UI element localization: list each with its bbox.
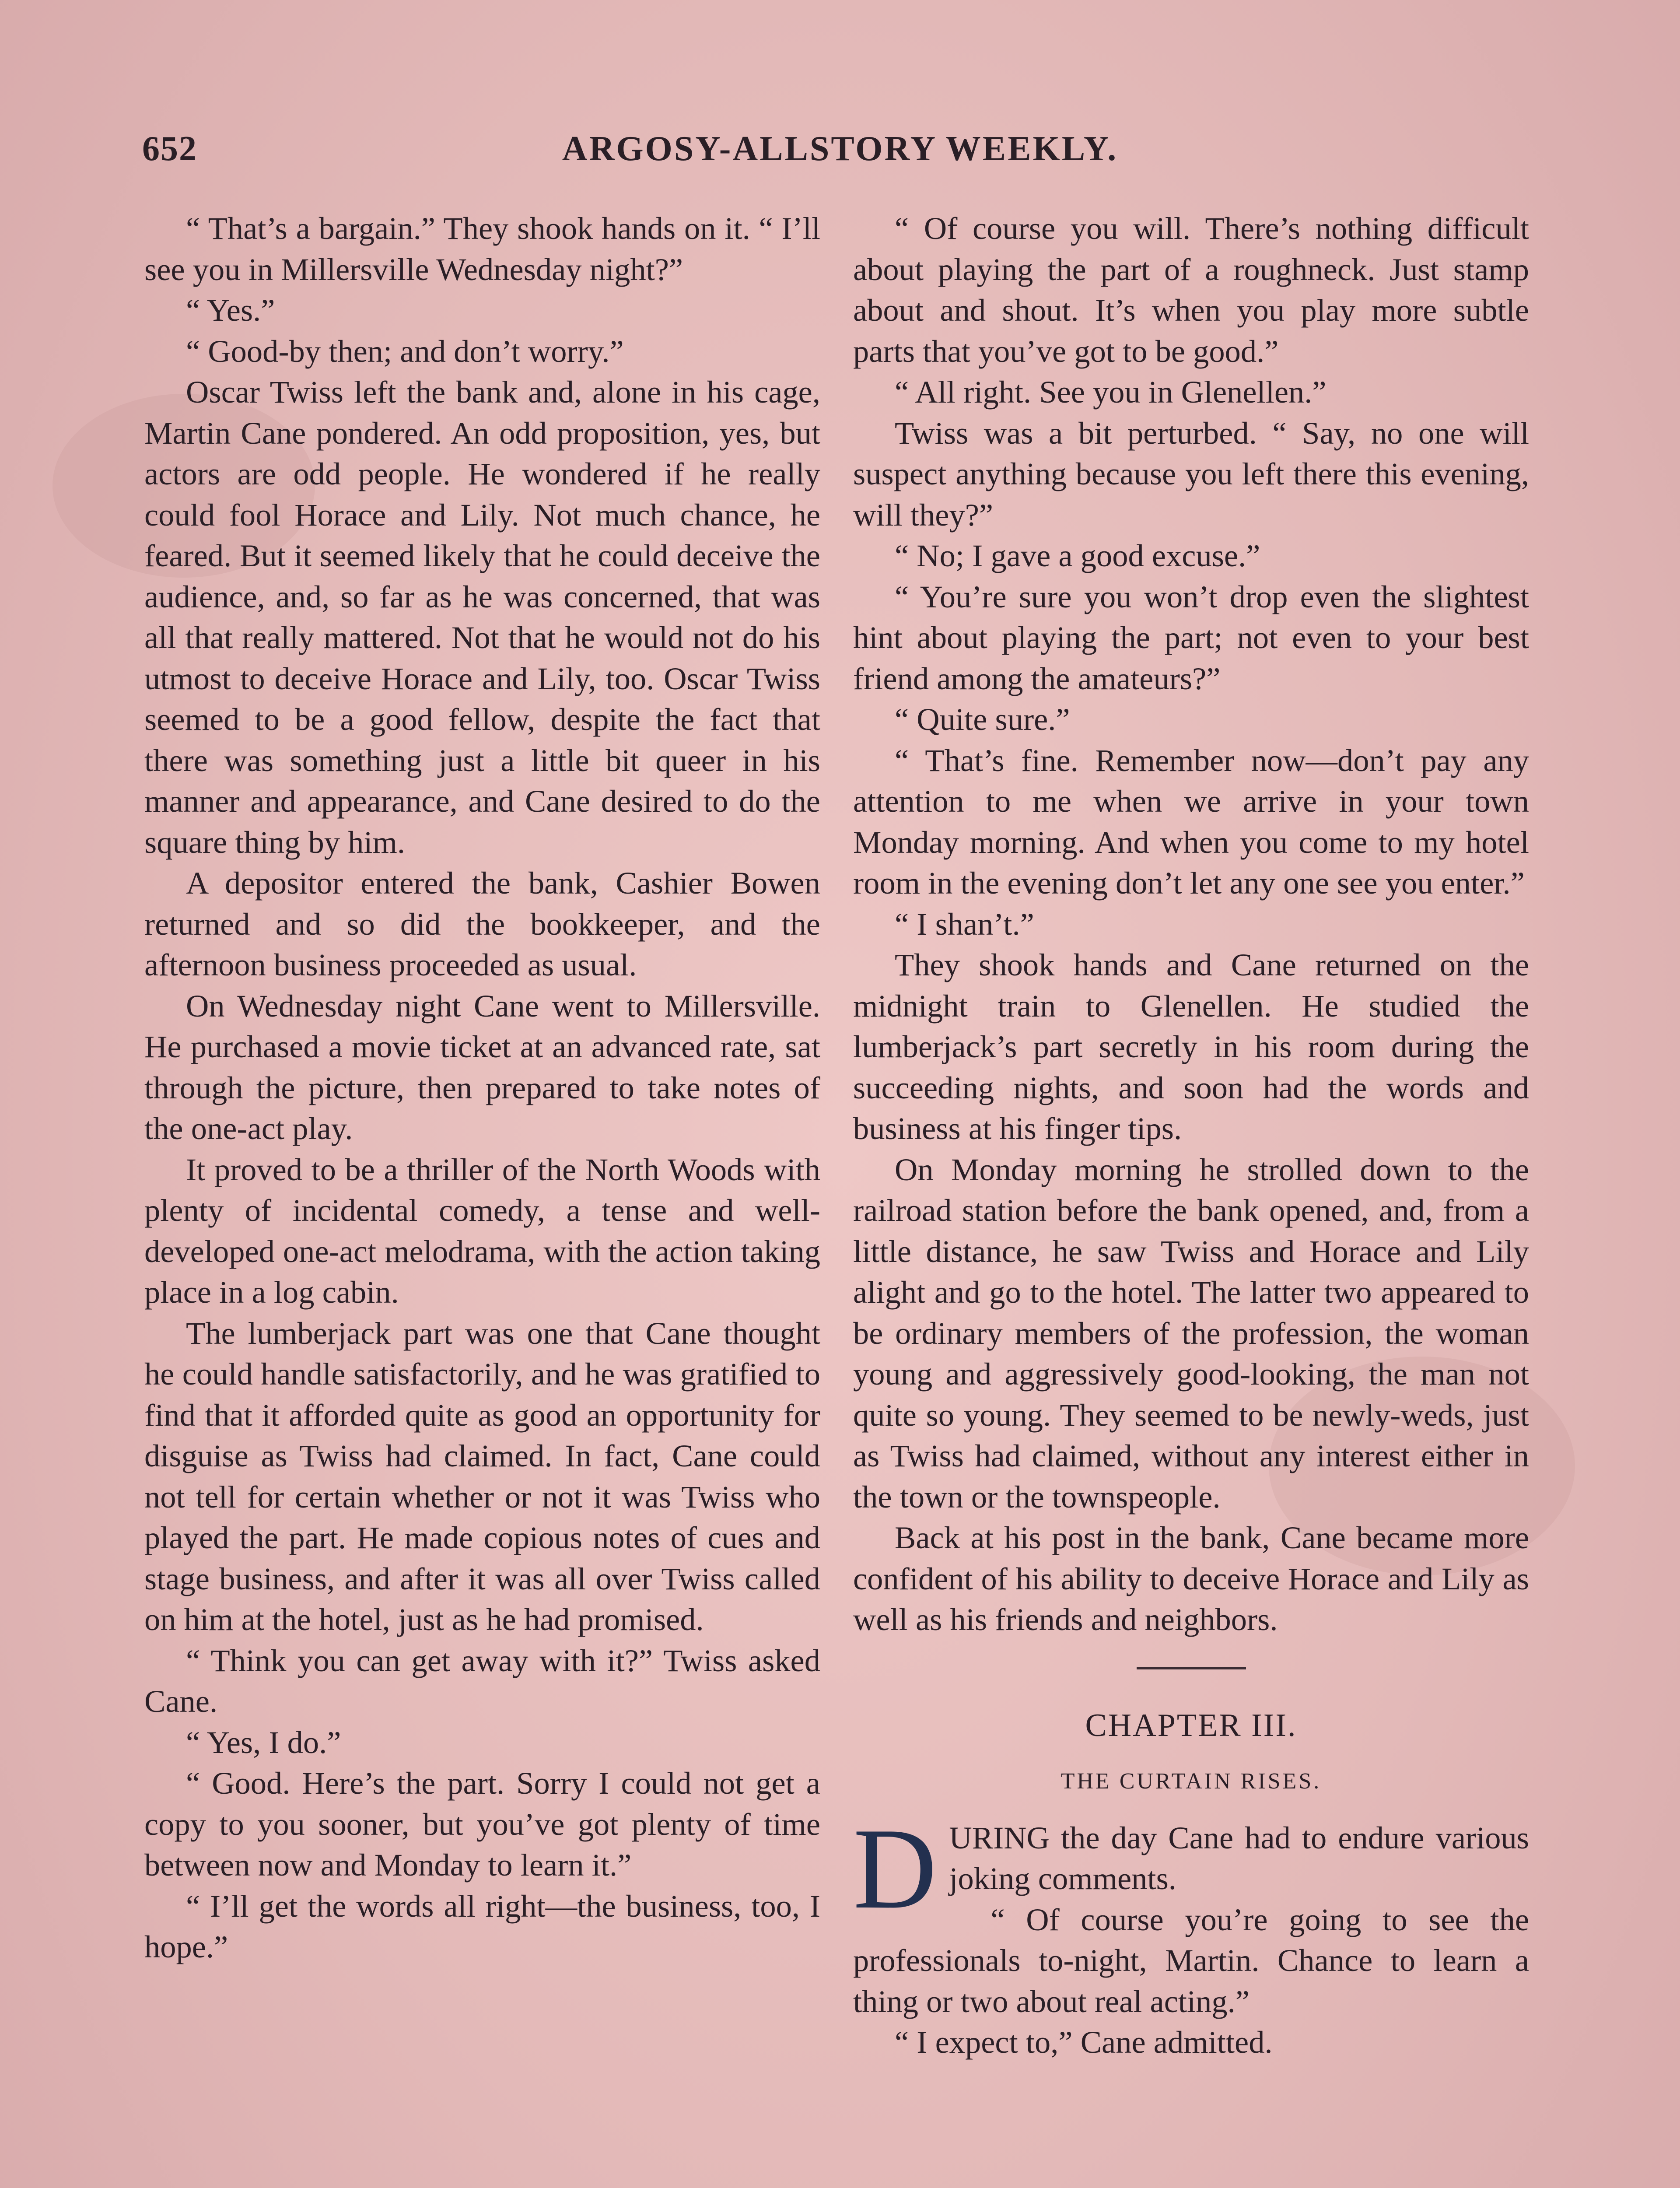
- paragraph: Back at his post in the bank, Cane became more confident of his ability to deceive Horace and Lily as well as his friends and neighbors.: [853, 1520, 1529, 1637]
- paragraph: They shook hands and Cane returned on the midnight train to Glenellen. He studied the lumberjack’s part secretly in his room during the succeeding nights, and soon had the words and business at his finger tips.: [853, 947, 1529, 1146]
- chapter-subtitle: THE CURTAIN RISES.: [1060, 1768, 1322, 1794]
- section-divider: [1137, 1667, 1246, 1669]
- left-column: [144, 208, 820, 1967]
- paragraph: It proved to be a thriller of the North Woods with plenty of incidental comedy, a tense and well-developed one-act melodrama, with the action taking place in a log cabin.: [144, 1151, 820, 1310]
- page-number: 652: [142, 130, 197, 168]
- paragraph: “ Yes.”: [186, 292, 275, 328]
- opening-text: URING the day Cane had to endure various joking comments.: [949, 1820, 1529, 1896]
- paragraph: “ Of course you’re going to see the professionals to-night, Martin. Chance to learn a thing or two about real acting.”: [853, 1901, 1529, 2019]
- paragraph: “ All right. See you in Glenellen.”: [895, 374, 1326, 410]
- paragraph: The lumberjack part was one that Cane thought he could handle satisfactorily, and he was gratified to find that it afforded quite as good an opportunity for disguise as Twiss had claimed. In fact, Cane could not tell for certain whether or not it was Twiss who played the part. He made copious notes of cues and stage business, and after it was all over Twiss called on him at the hotel, just as he had promised.: [144, 1315, 820, 1637]
- paragraph: “ Good-by then; and don’t worry.”: [186, 333, 624, 369]
- paragraph: Twiss was a bit perturbed. “ Say, no one will suspect anything because you left there this evening, will they?”: [853, 415, 1529, 533]
- paragraph: A depositor entered the bank, Cashier Bowen returned and so did the bookkeeper, and the afternoon business proceeded as usual.: [144, 865, 820, 982]
- paragraph: On Monday morning he strolled down to the railroad station before the bank opened, and, from a little distance, he saw Twiss and Horace and Lily alight and go to the hotel. The latter two appeared to be ordinary members of the profession, the woman young and aggressively good-looking, the man not quite so young. They seemed to be newly-weds, just as Twiss had claimed, without any interest either in the town or the townspeople.: [853, 1151, 1529, 1515]
- paragraph: “ I expect to,” Cane admitted.: [895, 2024, 1273, 2060]
- paragraph: “ No; I gave a good excuse.”: [895, 538, 1260, 573]
- running-title: ARGOSY-ALLSTORY WEEKLY.: [562, 130, 1118, 168]
- right-column: [853, 208, 1529, 2063]
- paragraph: “ I shan’t.”: [895, 906, 1034, 942]
- chapter-heading: CHAPTER III.: [1085, 1707, 1297, 1743]
- paragraph: “ Good. Here’s the part. Sorry I could not get a copy to you sooner, but you’ve got plenty of time between now and Monday to learn it.”: [144, 1765, 820, 1883]
- paragraph: Oscar Twiss left the bank and, alone in his cage, Martin Cane pondered. An odd proposition, yes, but actors are odd people. He wondered if he really could fool Horace and Lily. Not much chance, he feared. But it seemed likely that he could deceive the audience, and, so far as he was concerned, that was all that really mattered. Not that he would not do his utmost to deceive Horace and Lily, too. Oscar Twiss seemed to be a good fellow, despite the fact that there was something just a little bit queer in his manner and appearance, and Cane desired to do the square thing by him.: [144, 374, 820, 860]
- paragraph: “ That’s a bargain.” They shook hands on it. “ I’ll see you in Millersville Wednesday night?”: [144, 210, 820, 287]
- paragraph: “ That’s fine. Remember now—don’t pay any attention to me when we arrive in your town Monday morning. And when you come to my hotel room in the evening don’t let any one see you enter.”: [853, 742, 1529, 901]
- paragraph: “ I’ll get the words all right—the business, too, I hope.”: [144, 1888, 820, 1964]
- page-header: [142, 129, 1538, 177]
- paragraph: “ Quite sure.”: [895, 701, 1070, 737]
- paragraph: “ You’re sure you won’t drop even the slightest hint about playing the part; not even to your best friend among the amateurs?”: [853, 579, 1529, 696]
- paragraph: “ Think you can get away with it?” Twiss asked Cane.: [144, 1642, 820, 1719]
- chapter-opening-paragraph: [853, 1804, 1529, 1933]
- paragraph: On Wednesday night Cane went to Millersville. He purchased a movie ticket at an advanced rate, sat through the picture, then prepared to take notes of the one-act play.: [144, 988, 820, 1146]
- paragraph: “ Yes, I do.”: [186, 1724, 341, 1760]
- paragraph: “ Of course you will. There’s nothing difficult about playing the part of a roughneck. Just stamp about and shout. It’s when you play more subtle parts that you’ve got to be good.”: [853, 210, 1529, 369]
- drop-cap: D: [853, 1804, 937, 1933]
